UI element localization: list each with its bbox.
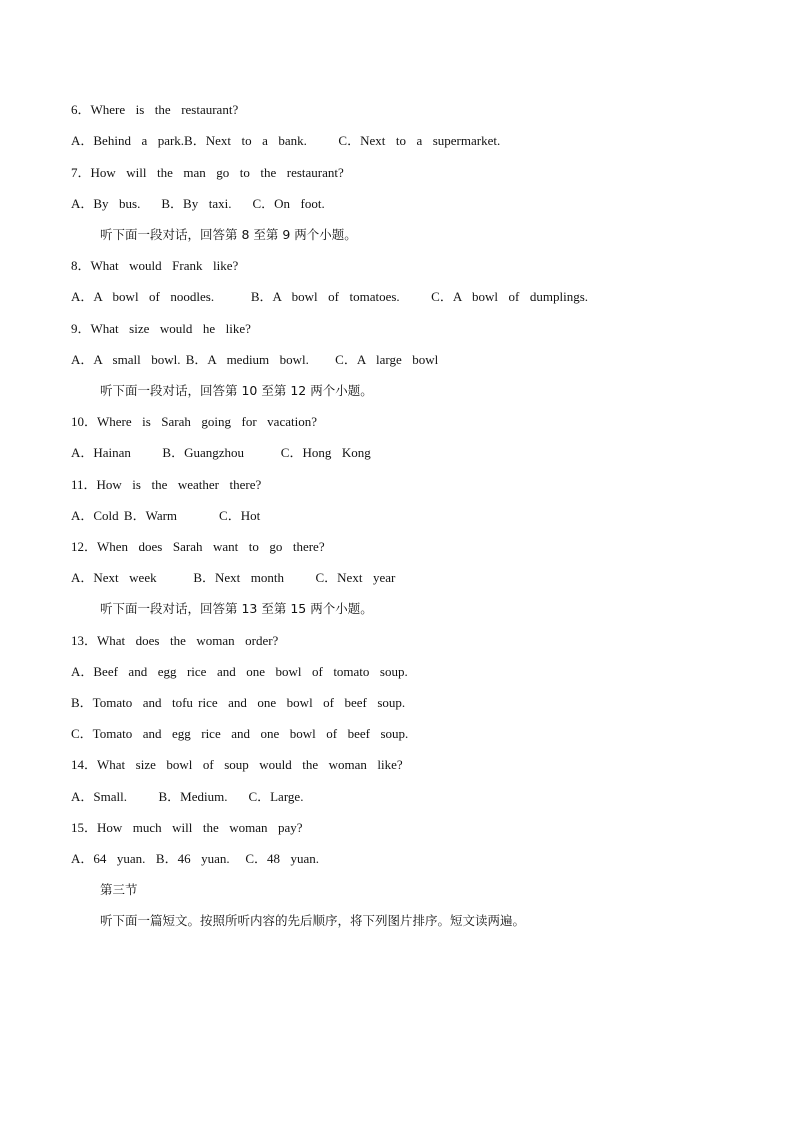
question-7: 7．How will the man go to the restaurant? [71,165,344,180]
question-12: 12．When does Sarah want to go there? [71,539,325,554]
question-9: 9．What size would he like? [71,321,251,336]
answer-options-12: A．Next week B．Next month C．Next year [71,570,396,585]
question-13: 13．What does the woman order? [71,633,279,648]
question-14: 14．What size bowl of soup would the woman like? [71,757,403,772]
question-11: 11．How is the weather there? [71,477,262,492]
section-heading-part-3: 第三节 [100,882,138,897]
answer-options-7: A．By bus. B．By taxi. C．On foot. [71,196,325,211]
answer-options-8: A．A bowl of noodles. B．A bowl of tomatoes. C．A bowl of dumplings. [71,289,589,304]
question-10: 10．Where is Sarah going for vacation? [71,414,317,429]
question-15: 15．How much will the woman pay? [71,820,303,835]
question-8: 8．What would Frank like? [71,258,239,273]
question-6: 6．Where is the restaurant? [71,102,239,117]
answer-options-11: A．Cold B．Warm C．Hot [71,508,261,523]
answer-options-6: A．Behind a park.B．Next to a bank. C．Next to a supermarket. [71,133,501,148]
answer-option-13a: A．Beef and egg rice and one bowl of tomato soup. [71,664,408,679]
answer-options-9: A．A small bowl. B．A medium bowl. C．A large bowl [71,352,439,367]
answer-option-13b: B．Tomato and tofu rice and one bowl of beef soup. [71,695,406,710]
section-instruction-13-15: 听下面一段对话，回答第 13 至第 15 两个小题。 [100,601,373,616]
answer-options-14: A．Small. B．Medium. C．Large. [71,789,304,804]
section-instruction-10-12: 听下面一段对话，回答第 10 至第 12 两个小题。 [100,383,373,398]
answer-option-13c: C．Tomato and egg rice and one bowl of beef soup. [71,726,409,741]
answer-options-15: A．64 yuan. B．46 yuan. C．48 yuan. [71,851,320,866]
section-instruction-part-3: 听下面一篇短文。按照所听内容的先后顺序，将下列图片排序。短文读两遍。 [100,913,526,928]
section-instruction-8-9: 听下面一段对话，回答第 8 至第 9 两个小题。 [100,227,357,242]
answer-options-10: A．Hainan B．Guangzhou C．Hong Kong [71,445,371,460]
